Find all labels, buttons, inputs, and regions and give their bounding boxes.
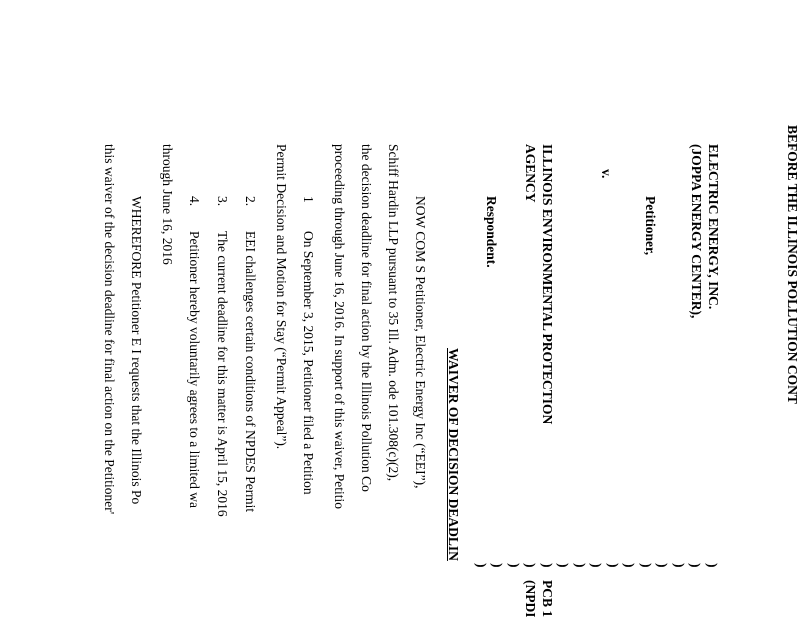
caption-bracket: ): [589, 563, 605, 568]
paragraph-4-line-1: Petitioner hereby voluntarily agrees to a limited wa: [187, 231, 202, 509]
caption-bracket: ): [639, 563, 654, 568]
intro-line-4: proceeding through June 16, 2016. In support of this waiver, Petitio: [332, 144, 347, 510]
paragraph-4-number: 4.: [187, 196, 202, 207]
paragraph-4-line-2: through June 16, 2016: [160, 144, 175, 265]
paragraph-2-number: 2.: [243, 196, 258, 207]
respondent-label: Respondent.: [484, 196, 499, 268]
caption-bracket: ): [672, 563, 687, 568]
respondent-name-line-2: AGENCY: [523, 144, 538, 203]
petitioner-name-line-1: ELECTRIC ENERGY, INC.: [706, 144, 721, 310]
caption-bracket: ): [490, 563, 506, 568]
wherefore-line-1: WHEREFORE Petitioner E I requests that the Illinois Po: [129, 196, 144, 505]
paragraph-3-line-1: The current deadline for this matter is April 15, 2016: [215, 231, 230, 517]
intro-line-3: the decision deadline for final action by the Illinois Pollution Co: [359, 144, 374, 492]
petitioner-name-line-2: (JOPPA ENERGY CENTER),: [689, 144, 704, 319]
caption-bracket: ): [606, 563, 621, 568]
paragraph-2-line-1: EEI challenges certain conditions of NPDES Permit: [243, 231, 258, 513]
caption-bracket: ): [573, 563, 588, 568]
paragraph-1-line-1: On September 3, 2015, Petitioner filed a Petition: [301, 231, 316, 495]
caption-bracket: ): [523, 563, 539, 568]
intro-line-1: NOW COM S Petitioner, Electric Energy Inc (“EEI”),: [413, 196, 428, 489]
intro-line-2: Schiff Hardin LLP pursuant to 35 Ill. Adm. ode 101.308(c)(2),: [386, 144, 401, 482]
caption-bracket: ): [622, 563, 638, 568]
caption-bracket: ): [540, 563, 555, 568]
wherefore-line-2: this waiver of the decision deadline for final action on the Petitioner': [102, 144, 117, 515]
caption-bracket: ): [474, 563, 489, 568]
document-title: BEFORE THE ILLINOIS POLLUTION CONT: [785, 125, 800, 404]
respondent-name-line-1: ILLINOIS ENVIRONMENTAL PROTECTION: [540, 144, 555, 425]
petitioner-label: Petitioner,: [643, 196, 658, 256]
caption-bracket: ): [655, 563, 671, 568]
case-number-line-2: (NPDI: [523, 580, 538, 618]
caption-bracket: ): [507, 563, 522, 568]
versus-label: v.: [599, 169, 614, 179]
caption-bracket: ): [688, 563, 704, 568]
paragraph-1-line-2: Permit Decision and Motion for Stay (“Permit Appeal”).: [274, 144, 289, 450]
case-number-line-1: PCB 1: [540, 580, 555, 618]
waiver-heading: WAIVER OF DECISION DEADLIN: [446, 348, 461, 561]
caption-bracket: ): [705, 563, 720, 568]
caption-bracket: ): [556, 563, 572, 568]
paragraph-1-number: 1: [301, 196, 316, 203]
paragraph-3-number: 3.: [215, 196, 230, 207]
